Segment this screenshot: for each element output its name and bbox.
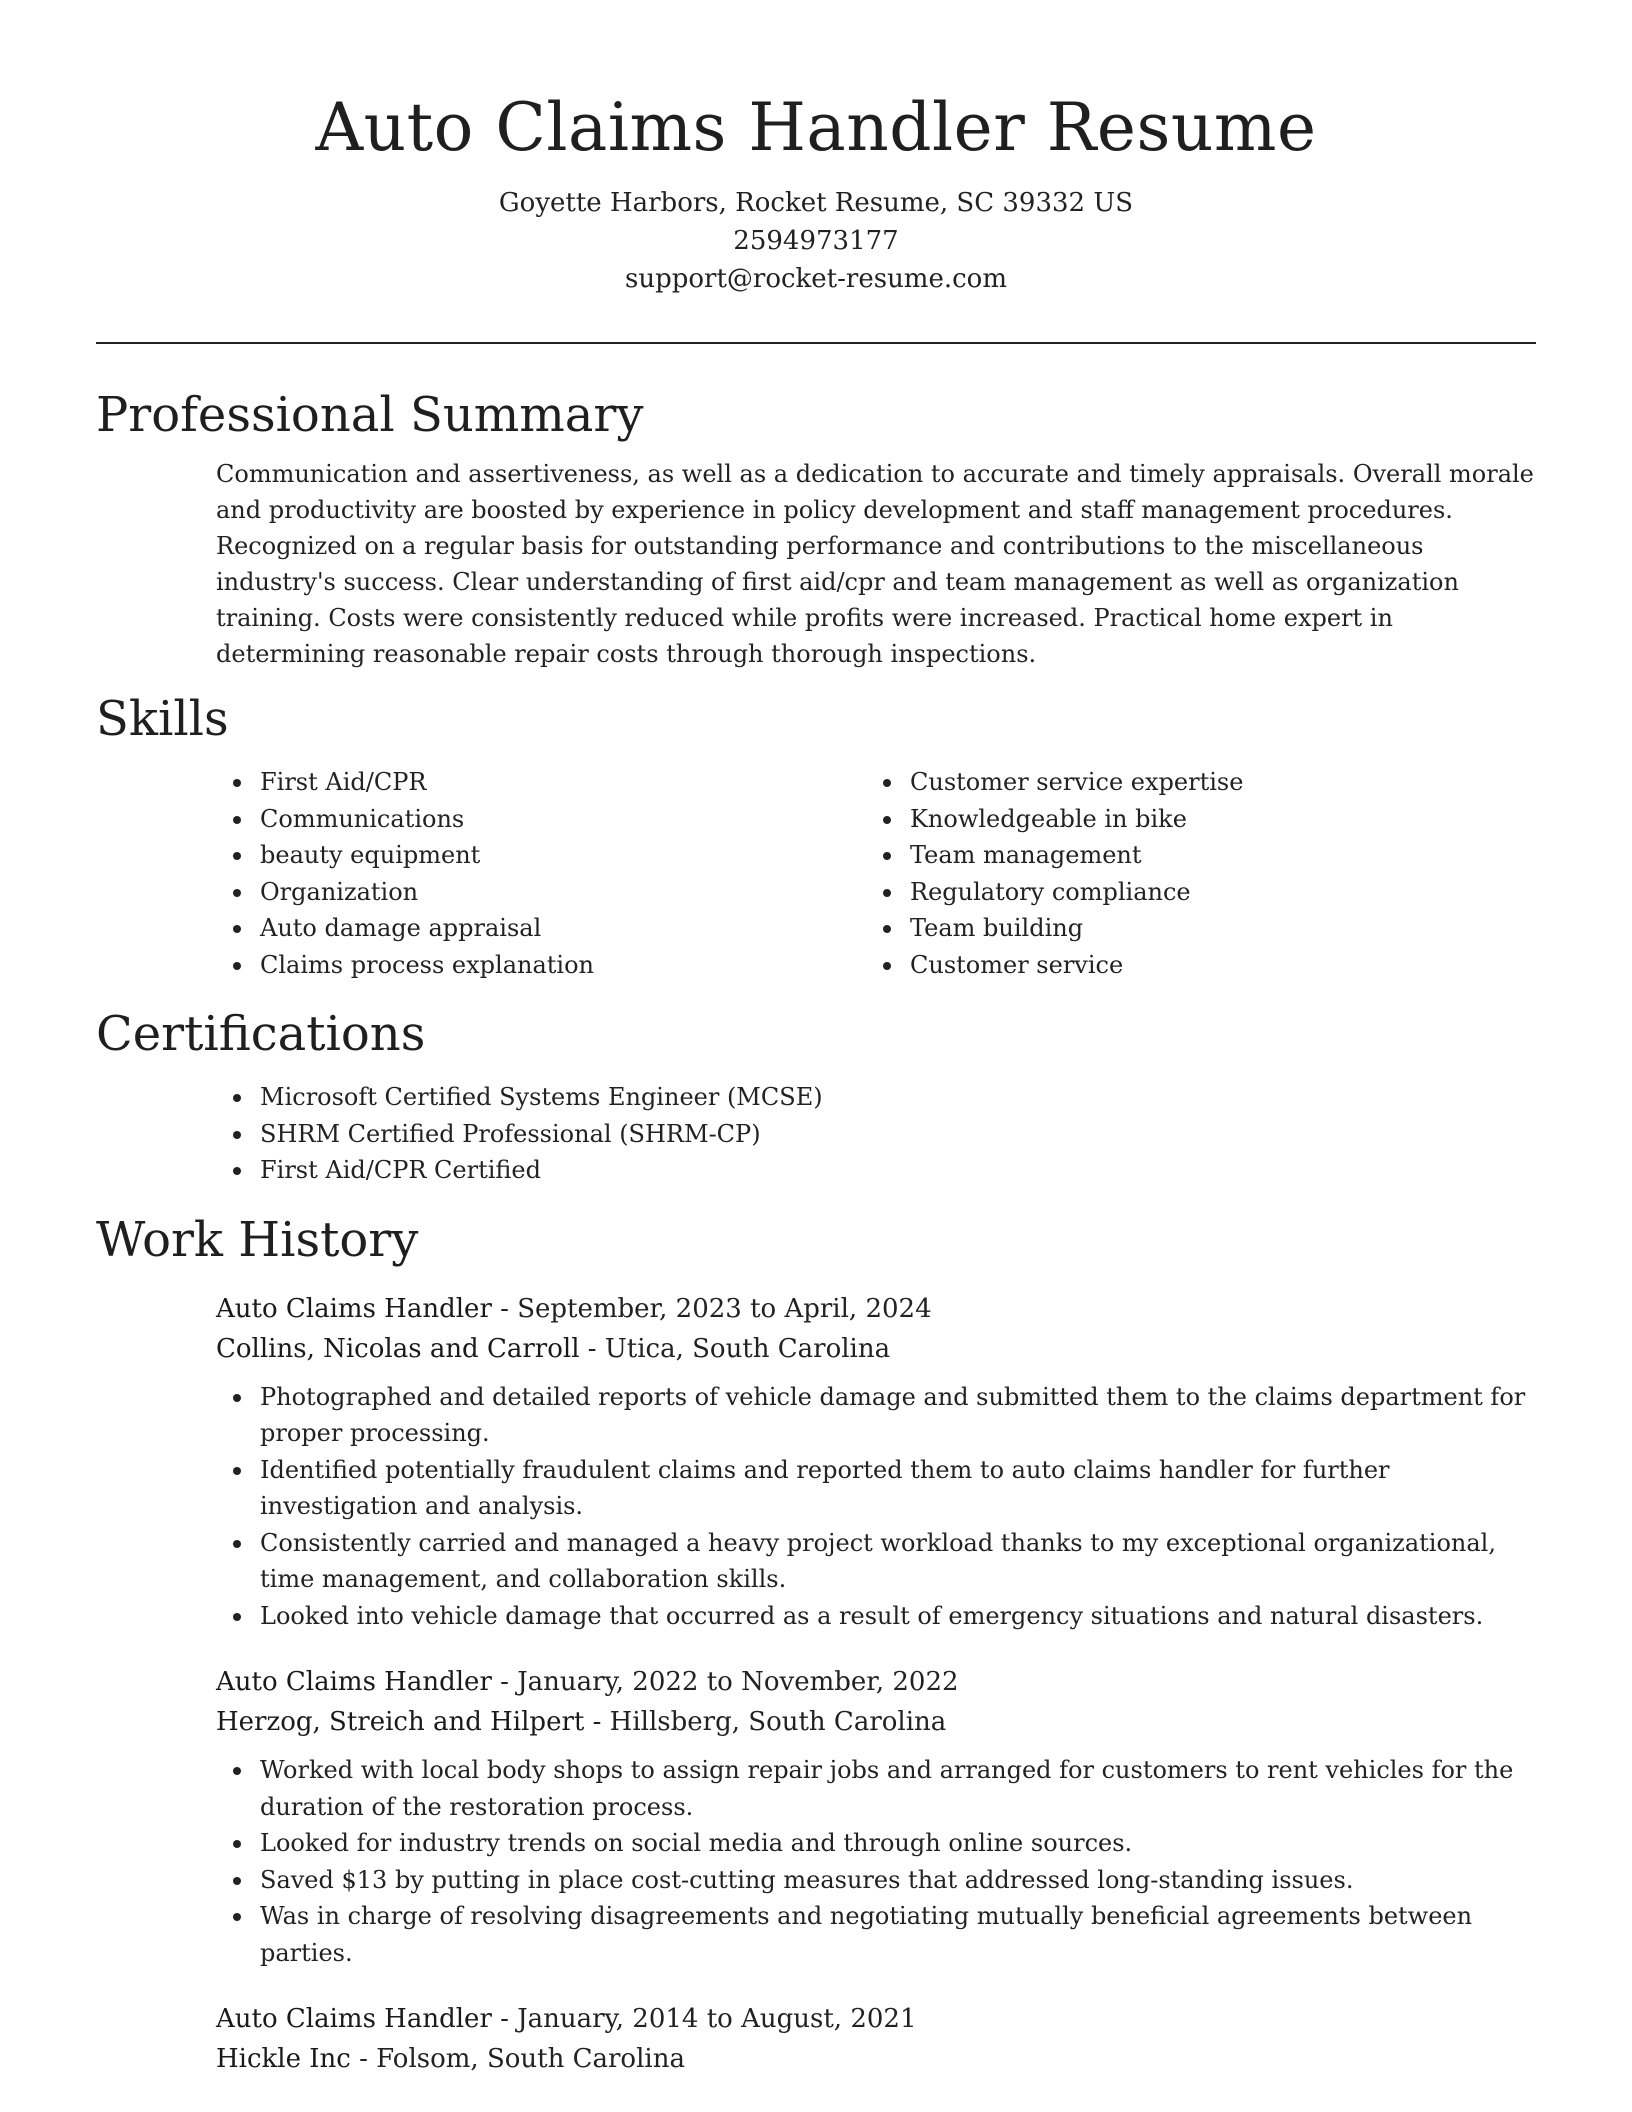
skill-item: Knowledgeable in bike [866, 801, 1516, 838]
skill-item: Organization [216, 874, 866, 911]
work-history-section [96, 1205, 1536, 2080]
job-title: Auto Claims Handler [216, 1293, 492, 1324]
resume-header [0, 80, 1632, 298]
job-employer [216, 2039, 1536, 2079]
skills-list-right [866, 764, 1516, 983]
contact-email: support@rocket-resume.com [624, 264, 1007, 294]
job-title: Auto Claims Handler [216, 2004, 492, 2034]
job-location: - Hillsberg, South Carolina [584, 1707, 947, 1737]
job-bullet: Consistently carried and managed a heavy project workload thanks to my exceptional organizational, time management, and collaboration skills. [216, 1525, 1536, 1598]
job-heading [216, 1999, 1536, 2039]
job-bullets [216, 1379, 1536, 1635]
skills-list-left [216, 764, 866, 983]
job-bullet: Looked for industry trends on social media and through online sources. [216, 1825, 1536, 1862]
skill-item: Team building [866, 910, 1516, 947]
job-bullet: Photographed and detailed reports of vehicle damage and submitted them to the claims department for proper processing. [216, 1379, 1536, 1452]
skills-section [96, 684, 1536, 983]
company-name: Collins, Nicolas and Carroll [216, 1333, 580, 1364]
contact-info [0, 184, 1632, 298]
job-bullets [216, 1752, 1536, 1971]
section-title-summary: Professional Summary [96, 387, 644, 443]
certification-item: SHRM Certified Professional (SHRM-CP) [216, 1116, 1536, 1153]
skill-item: Claims process explanation [216, 947, 866, 984]
skill-item: First Aid/CPR [216, 764, 866, 801]
company-name: Hickle Inc [216, 2044, 351, 2074]
job-heading [216, 1289, 1536, 1329]
job-location: - Utica, South Carolina [579, 1333, 891, 1364]
skill-item: Communications [216, 801, 866, 838]
job-bullet: Saved $13 by putting in place cost-cutting measures that addressed long-standing issues. [216, 1862, 1536, 1899]
job-bullet: Identified potentially fraudulent claims and reported them to auto claims handler for further investigation and analysis. [216, 1452, 1536, 1525]
job-entry [216, 1289, 1536, 1635]
job-employer [216, 1702, 1536, 1742]
contact-address: Goyette Harbors, Rocket Resume, SC 39332 US [498, 188, 1134, 218]
job-dates: - September, 2023 to April, 2024 [491, 1293, 932, 1324]
certification-item: Microsoft Certified Systems Engineer (MCSE) [216, 1079, 1536, 1116]
resume-title: Auto Claims Handler Resume [315, 89, 1317, 166]
certification-item: First Aid/CPR Certified [216, 1152, 1536, 1189]
resume-body [96, 380, 1536, 2079]
section-title-work-history: Work History [96, 1211, 419, 1268]
job-bullet: Looked into vehicle damage that occurred as a result of emergency situations and natural disasters. [216, 1598, 1536, 1635]
job-location: - Folsom, South Carolina [350, 2044, 685, 2074]
job-bullet: Was in charge of resolving disagreements and negotiating mutually beneficial agreements between parties. [216, 1898, 1536, 1971]
certifications-section [96, 999, 1536, 1189]
job-entry [216, 1999, 1536, 2079]
skills-grid [216, 764, 1536, 983]
skill-item: Auto damage appraisal [216, 910, 866, 947]
header-divider [96, 342, 1536, 344]
professional-summary-section [96, 380, 1536, 672]
certifications-list [216, 1079, 1536, 1189]
skill-item: Team management [866, 837, 1516, 874]
job-heading [216, 1662, 1536, 1702]
skill-item: beauty equipment [216, 837, 866, 874]
skill-item: Customer service [866, 947, 1516, 984]
skill-item: Customer service expertise [866, 764, 1516, 801]
job-employer [216, 1329, 1536, 1369]
skill-item: Regulatory compliance [866, 874, 1516, 911]
contact-phone: 2594973177 [733, 226, 899, 256]
job-title: Auto Claims Handler [216, 1667, 492, 1697]
company-name: Herzog, Streich and Hilpert [216, 1707, 585, 1737]
job-dates: - January, 2014 to August, 2021 [491, 2004, 917, 2034]
job-bullet: Worked with local body shops to assign repair jobs and arranged for customers to rent vehicles for the duration of the restoration process. [216, 1752, 1536, 1825]
section-title-certifications: Certifications [96, 1006, 426, 1062]
job-entry [216, 1662, 1536, 1971]
section-title-skills: Skills [96, 691, 229, 747]
job-dates: - January, 2022 to November, 2022 [491, 1667, 959, 1697]
summary-text: Communication and assertiveness, as well as a dedication to accurate and timely appraisals. Overall morale and productivity are boosted by experience in policy development and staff management procedures. Recognized on a regular basis for outstanding performance and contributions to the miscellaneous industry's success. Clear understanding of first aid/cpr and team management as well as organization training. Costs were consistently reduced while profits were increased. Practical home expert in determining reasonable repair costs through thorough inspections. [216, 460, 1534, 668]
